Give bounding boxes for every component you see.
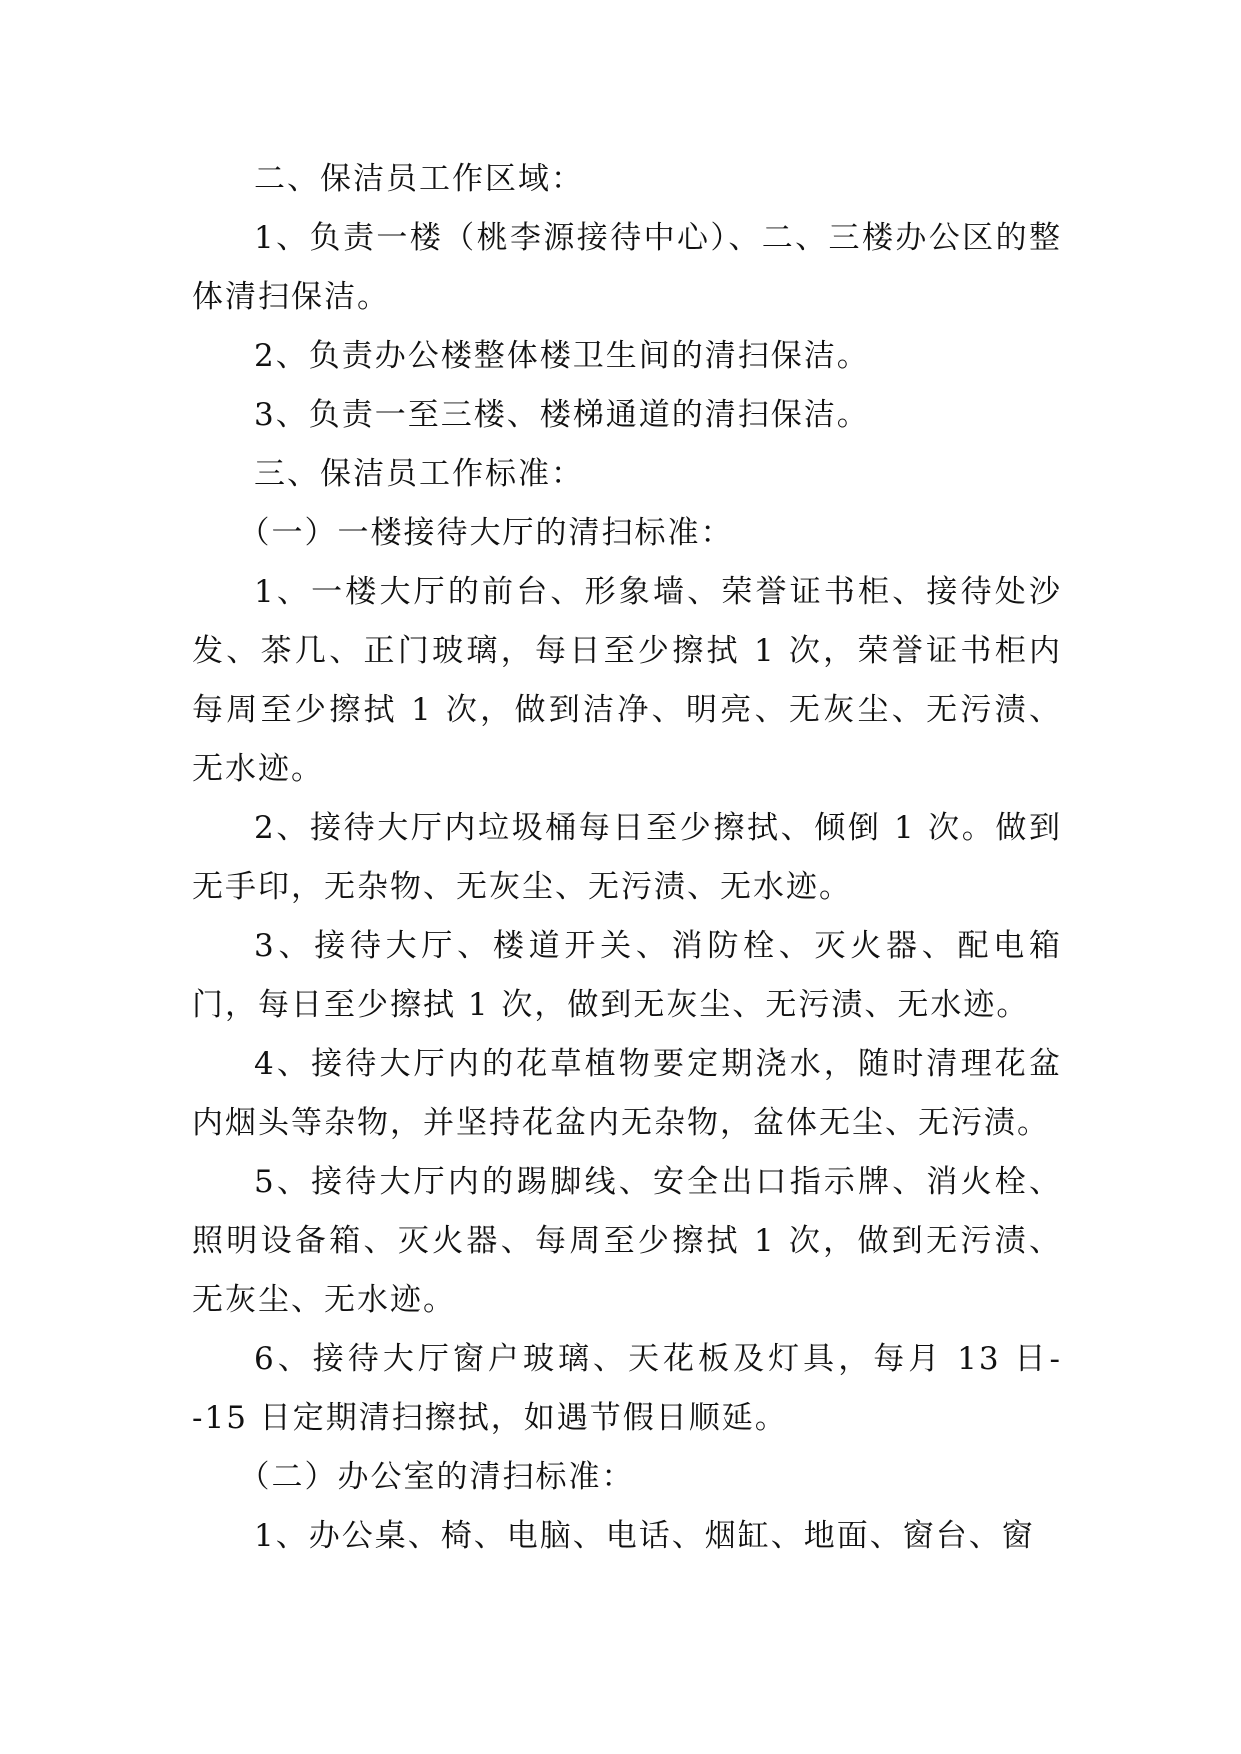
paragraph: 2、接待大厅内垃圾桶每日至少擦拭、倾倒 1 次。做到无手印，无杂物、无灰尘、无污渍、无水迹。 [192, 810, 1062, 905]
paragraph: 5、接待大厅内的踢脚线、安全出口指示牌、消火栓、照明设备箱、灭火器、每周至少擦拭 1 次，做到无污渍、无灰尘、无水迹。 [192, 1164, 1062, 1318]
subsection-heading-lobby: （一）一楼接待大厅的清扫标准： [238, 515, 734, 551]
document-body [192, 150, 1062, 1566]
paragraph: 6、接待大厅窗户玻璃、天花板及灯具，每月 13 日--15 日定期清扫擦拭，如遇节假日顺延。 [192, 1341, 1062, 1436]
paragraph: 1、负责一楼（桃李源接待中心）、二、三楼办公区的整体清扫保洁。 [192, 220, 1062, 315]
subsection-heading-office: （二）办公室的清扫标准： [238, 1459, 635, 1495]
paragraph: 3、负责一至三楼、楼梯通道的清扫保洁。 [254, 397, 870, 433]
section-heading-work-area: 二、保洁员工作区域： [254, 161, 584, 197]
paragraph: 1、办公桌、椅、电脑、电话、烟缸、地面、窗台、窗 [254, 1518, 1035, 1554]
paragraph: 2、负责办公楼整体楼卫生间的清扫保洁。 [254, 338, 870, 374]
paragraph: 3、接待大厅、楼道开关、消防栓、灭火器、配电箱门，每日至少擦拭 1 次，做到无灰尘、无污渍、无水迹。 [192, 928, 1062, 1023]
paragraph: 4、接待大厅内的花草植物要定期浇水，随时清理花盆内烟头等杂物，并坚持花盆内无杂物，盆体无尘、无污渍。 [192, 1046, 1062, 1141]
section-heading-work-standard: 三、保洁员工作标准： [254, 456, 584, 492]
paragraph: 1、一楼大厅的前台、形象墙、荣誉证书柜、接待处沙发、茶几、正门玻璃，每日至少擦拭 1 次，荣誉证书柜内每周至少擦拭 1 次，做到洁净、明亮、无灰尘、无污渍、无水迹。 [192, 574, 1062, 787]
